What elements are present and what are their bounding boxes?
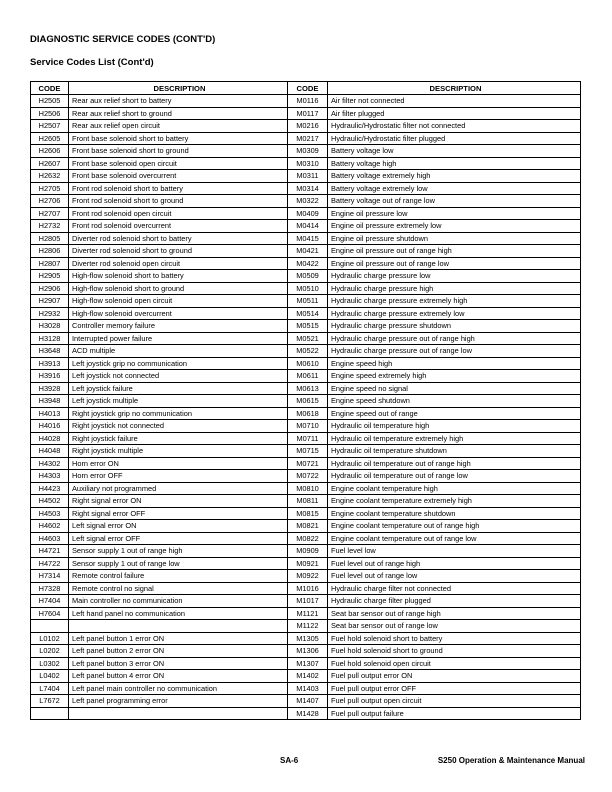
cell-code: M0309 <box>288 145 328 158</box>
cell-description: Sensor supply 1 out of range low <box>69 557 288 570</box>
cell-code: H3913 <box>31 357 69 370</box>
page-title: DIAGNOSTIC SERVICE CODES (CONT'D) <box>30 34 216 45</box>
page-number: SA-6 <box>280 756 299 765</box>
cell-description: Engine oil pressure out of range low <box>328 257 581 270</box>
table-row <box>31 457 581 470</box>
cell-code: M0511 <box>288 295 328 308</box>
cell-description: Engine coolant temperature out of range low <box>328 532 581 545</box>
table-row <box>31 207 581 220</box>
cell-code: H2706 <box>31 195 69 208</box>
table-row <box>31 220 581 233</box>
cell-code: H2906 <box>31 282 69 295</box>
cell-code: M0116 <box>288 95 328 108</box>
cell-code: M0722 <box>288 470 328 483</box>
table-row <box>31 707 581 720</box>
cell-description: Hydraulic charge pressure shutdown <box>328 320 581 333</box>
cell-description: Seat bar sensor out of range high <box>328 607 581 620</box>
table-row <box>31 182 581 195</box>
cell-description: Right signal error OFF <box>69 507 288 520</box>
table-row <box>31 407 581 420</box>
cell-description: Hydraulic charge pressure high <box>328 282 581 295</box>
table-row <box>31 445 581 458</box>
cell-description: ACD multiple <box>69 345 288 358</box>
cell-code: M1307 <box>288 657 328 670</box>
cell-description: Auxiliary not programmed <box>69 482 288 495</box>
table-row <box>31 107 581 120</box>
cell-code: H4302 <box>31 457 69 470</box>
table-row <box>31 95 581 108</box>
cell-code: H2607 <box>31 157 69 170</box>
cell-description: Engine oil pressure out of range high <box>328 245 581 258</box>
cell-code: H2907 <box>31 295 69 308</box>
cell-code: H4721 <box>31 545 69 558</box>
table-row <box>31 632 581 645</box>
cell-description: High-flow solenoid short to ground <box>69 282 288 295</box>
cell-description: Battery voltage high <box>328 157 581 170</box>
cell-description: Right joystick multiple <box>69 445 288 458</box>
cell-description: Battery voltage extremely low <box>328 182 581 195</box>
cell-code: H4423 <box>31 482 69 495</box>
cell-code: M0422 <box>288 257 328 270</box>
cell-description: Front rod solenoid short to battery <box>69 182 288 195</box>
table-row <box>31 595 581 608</box>
cell-code: M0117 <box>288 107 328 120</box>
cell-code: H4016 <box>31 420 69 433</box>
cell-description: Horn error OFF <box>69 470 288 483</box>
cell-description: Engine speed out of range <box>328 407 581 420</box>
manual-title: S250 Operation & Maintenance Manual <box>437 756 585 765</box>
cell-description: Fuel pull output error ON <box>328 670 581 683</box>
section-subtitle: Service Codes List (Cont'd) <box>30 57 154 68</box>
cell-description: High-flow solenoid overcurrent <box>69 307 288 320</box>
cell-description: Air filter plugged <box>328 107 581 120</box>
table-row <box>31 120 581 133</box>
cell-code: H7604 <box>31 607 69 620</box>
cell-description: Left panel button 4 error ON <box>69 670 288 683</box>
cell-description: Engine oil pressure extremely low <box>328 220 581 233</box>
cell-code <box>31 620 69 633</box>
table-row <box>31 682 581 695</box>
cell-description: Engine oil pressure low <box>328 207 581 220</box>
cell-description: Diverter rod solenoid short to ground <box>69 245 288 258</box>
cell-code: M0613 <box>288 382 328 395</box>
cell-description: Left joystick not connected <box>69 370 288 383</box>
cell-code: M0522 <box>288 345 328 358</box>
table-row <box>31 620 581 633</box>
cell-code: M0217 <box>288 132 328 145</box>
cell-code: M0922 <box>288 570 328 583</box>
table-row <box>31 657 581 670</box>
cell-description: Right joystick failure <box>69 432 288 445</box>
cell-description: Front base solenoid open circuit <box>69 157 288 170</box>
cell-description: Front base solenoid short to battery <box>69 132 288 145</box>
cell-code: M1402 <box>288 670 328 683</box>
cell-code: H3948 <box>31 395 69 408</box>
cell-description: Battery voltage extremely high <box>328 170 581 183</box>
cell-code: M0721 <box>288 457 328 470</box>
cell-code: M0618 <box>288 407 328 420</box>
cell-description: Hydraulic oil temperature high <box>328 420 581 433</box>
cell-description: Fuel level out of range low <box>328 570 581 583</box>
cell-code: M0515 <box>288 320 328 333</box>
cell-code: H4048 <box>31 445 69 458</box>
cell-code: M1428 <box>288 707 328 720</box>
cell-code: H4602 <box>31 520 69 533</box>
cell-code: H2732 <box>31 220 69 233</box>
table-row <box>31 532 581 545</box>
cell-code: H2905 <box>31 270 69 283</box>
table-row <box>31 382 581 395</box>
cell-description: Sensor supply 1 out of range high <box>69 545 288 558</box>
cell-description: Engine coolant temperature shutdown <box>328 507 581 520</box>
table-row <box>31 132 581 145</box>
cell-description: Engine speed shutdown <box>328 395 581 408</box>
cell-code: M1016 <box>288 582 328 595</box>
cell-description: Hydraulic charge pressure out of range high <box>328 332 581 345</box>
cell-description: Right joystick not connected <box>69 420 288 433</box>
column-header-code: CODE <box>288 82 328 95</box>
table-row <box>31 432 581 445</box>
table-row <box>31 157 581 170</box>
cell-code: L7672 <box>31 695 69 708</box>
table-row <box>31 645 581 658</box>
table-row <box>31 145 581 158</box>
cell-description: Seat bar sensor out of range low <box>328 620 581 633</box>
cell-description: Hydraulic oil temperature shutdown <box>328 445 581 458</box>
cell-code: H7404 <box>31 595 69 608</box>
cell-code: M0310 <box>288 157 328 170</box>
cell-description: High-flow solenoid short to battery <box>69 270 288 283</box>
cell-code: M0711 <box>288 432 328 445</box>
cell-description: Main controller no communication <box>69 595 288 608</box>
cell-description: Fuel hold solenoid short to ground <box>328 645 581 658</box>
table-row <box>31 582 581 595</box>
cell-description: Front base solenoid overcurrent <box>69 170 288 183</box>
table-row <box>31 270 581 283</box>
cell-code: M1121 <box>288 607 328 620</box>
cell-code: H4028 <box>31 432 69 445</box>
cell-code: M1122 <box>288 620 328 633</box>
cell-code: M0611 <box>288 370 328 383</box>
cell-code: M0314 <box>288 182 328 195</box>
cell-description: Hydraulic oil temperature out of range low <box>328 470 581 483</box>
table-row <box>31 282 581 295</box>
cell-code: M0615 <box>288 395 328 408</box>
cell-description: Right signal error ON <box>69 495 288 508</box>
cell-description: Engine coolant temperature extremely high <box>328 495 581 508</box>
cell-description: Hydraulic charge pressure out of range low <box>328 345 581 358</box>
cell-code: M0521 <box>288 332 328 345</box>
cell-code: M0610 <box>288 357 328 370</box>
cell-code: M0216 <box>288 120 328 133</box>
table-row <box>31 232 581 245</box>
cell-description: Fuel hold solenoid short to battery <box>328 632 581 645</box>
table-row <box>31 495 581 508</box>
cell-code: H3028 <box>31 320 69 333</box>
cell-description: Hydraulic charge filter plugged <box>328 595 581 608</box>
cell-code: H2807 <box>31 257 69 270</box>
cell-description <box>69 620 288 633</box>
table-row <box>31 307 581 320</box>
cell-description: Left hand panel no communication <box>69 607 288 620</box>
cell-description: Left signal error OFF <box>69 532 288 545</box>
cell-description: Fuel pull output open circuit <box>328 695 581 708</box>
cell-code: M0311 <box>288 170 328 183</box>
cell-description: Front rod solenoid overcurrent <box>69 220 288 233</box>
table-row <box>31 545 581 558</box>
cell-code: M0415 <box>288 232 328 245</box>
cell-description: Left panel button 3 error ON <box>69 657 288 670</box>
cell-description: Left joystick grip no communication <box>69 357 288 370</box>
cell-code: L7404 <box>31 682 69 695</box>
cell-description: Left joystick failure <box>69 382 288 395</box>
cell-code: H7328 <box>31 582 69 595</box>
cell-code: M0322 <box>288 195 328 208</box>
cell-description: Right joystick grip no communication <box>69 407 288 420</box>
cell-description: Hydraulic/Hydrostatic filter plugged <box>328 132 581 145</box>
cell-description: Hydraulic/Hydrostatic filter not connected <box>328 120 581 133</box>
cell-code: M1403 <box>288 682 328 695</box>
table-row <box>31 557 581 570</box>
cell-description: Diverter rod solenoid open circuit <box>69 257 288 270</box>
cell-code: H2507 <box>31 120 69 133</box>
cell-code <box>31 707 69 720</box>
table-row <box>31 195 581 208</box>
cell-description: Fuel level out of range high <box>328 557 581 570</box>
cell-code: M1305 <box>288 632 328 645</box>
cell-code: H3916 <box>31 370 69 383</box>
cell-description: Front rod solenoid short to ground <box>69 195 288 208</box>
cell-code: H2505 <box>31 95 69 108</box>
cell-code: H2707 <box>31 207 69 220</box>
cell-code: H4603 <box>31 532 69 545</box>
table-row <box>31 695 581 708</box>
cell-code: M0509 <box>288 270 328 283</box>
table-row <box>31 420 581 433</box>
table-row <box>31 482 581 495</box>
cell-description: Hydraulic oil temperature extremely high <box>328 432 581 445</box>
table-row <box>31 395 581 408</box>
cell-code: H3128 <box>31 332 69 345</box>
cell-description: Left panel button 2 error ON <box>69 645 288 658</box>
cell-description: Horn error ON <box>69 457 288 470</box>
cell-description: Engine speed high <box>328 357 581 370</box>
cell-code: M0421 <box>288 245 328 258</box>
cell-code: M0715 <box>288 445 328 458</box>
cell-description: Left panel programming error <box>69 695 288 708</box>
table-row <box>31 520 581 533</box>
cell-code: H2705 <box>31 182 69 195</box>
table-row <box>31 357 581 370</box>
cell-description: Rear aux relief open circuit <box>69 120 288 133</box>
cell-description: High-flow solenoid open circuit <box>69 295 288 308</box>
cell-code: H4502 <box>31 495 69 508</box>
cell-code: L0202 <box>31 645 69 658</box>
cell-description: Hydraulic charge pressure extremely high <box>328 295 581 308</box>
cell-description: Rear aux relief short to battery <box>69 95 288 108</box>
cell-code: H2932 <box>31 307 69 320</box>
cell-code: M0815 <box>288 507 328 520</box>
cell-description: Front base solenoid short to ground <box>69 145 288 158</box>
cell-code: L0302 <box>31 657 69 670</box>
cell-description: Hydraulic charge filter not connected <box>328 582 581 595</box>
cell-code: H2506 <box>31 107 69 120</box>
cell-code: M0822 <box>288 532 328 545</box>
cell-description: Fuel pull output failure <box>328 707 581 720</box>
cell-description: Hydraulic oil temperature out of range high <box>328 457 581 470</box>
table-row <box>31 345 581 358</box>
table-row <box>31 370 581 383</box>
cell-code: M1407 <box>288 695 328 708</box>
cell-description: Battery voltage out of range low <box>328 195 581 208</box>
service-codes-table <box>30 81 581 720</box>
cell-code: M0810 <box>288 482 328 495</box>
cell-description: Left joystick multiple <box>69 395 288 408</box>
column-header-description: DESCRIPTION <box>328 82 581 95</box>
cell-description: Remote control failure <box>69 570 288 583</box>
cell-code: M0921 <box>288 557 328 570</box>
table-row <box>31 332 581 345</box>
cell-code: M0510 <box>288 282 328 295</box>
cell-description <box>69 707 288 720</box>
table-row <box>31 295 581 308</box>
cell-description: Controller memory failure <box>69 320 288 333</box>
cell-code: H2806 <box>31 245 69 258</box>
cell-description: Fuel level low <box>328 545 581 558</box>
cell-code: M0710 <box>288 420 328 433</box>
table-row <box>31 320 581 333</box>
column-header-code: CODE <box>31 82 69 95</box>
cell-code: H4722 <box>31 557 69 570</box>
cell-description: Left panel button 1 error ON <box>69 632 288 645</box>
cell-code: H3648 <box>31 345 69 358</box>
cell-code: M0909 <box>288 545 328 558</box>
table-header-row <box>31 82 581 95</box>
cell-description: Engine speed no signal <box>328 382 581 395</box>
cell-description: Engine coolant temperature high <box>328 482 581 495</box>
table-row <box>31 245 581 258</box>
cell-description: Rear aux relief short to ground <box>69 107 288 120</box>
cell-code: L0102 <box>31 632 69 645</box>
cell-description: Air filter not connected <box>328 95 581 108</box>
cell-code: M0414 <box>288 220 328 233</box>
cell-code: H2605 <box>31 132 69 145</box>
cell-description: Battery voltage low <box>328 145 581 158</box>
table-row <box>31 607 581 620</box>
cell-code: H2632 <box>31 170 69 183</box>
cell-description: Remote control no signal <box>69 582 288 595</box>
cell-description: Left panel main controller no communication <box>69 682 288 695</box>
table-row <box>31 470 581 483</box>
cell-description: Front rod solenoid open circuit <box>69 207 288 220</box>
table-row <box>31 570 581 583</box>
cell-code: M0811 <box>288 495 328 508</box>
cell-description: Fuel pull output error OFF <box>328 682 581 695</box>
cell-description: Engine oil pressure shutdown <box>328 232 581 245</box>
cell-code: H3928 <box>31 382 69 395</box>
cell-code: M0821 <box>288 520 328 533</box>
cell-code: H4303 <box>31 470 69 483</box>
cell-code: H7314 <box>31 570 69 583</box>
cell-code: H4503 <box>31 507 69 520</box>
table-row <box>31 670 581 683</box>
cell-code: H4013 <box>31 407 69 420</box>
cell-code: H2606 <box>31 145 69 158</box>
table-row <box>31 507 581 520</box>
cell-description: Interrupted power failure <box>69 332 288 345</box>
cell-code: L0402 <box>31 670 69 683</box>
table-row <box>31 257 581 270</box>
cell-description: Engine speed extremely high <box>328 370 581 383</box>
cell-code: M1306 <box>288 645 328 658</box>
table-body <box>31 95 581 720</box>
cell-code: M1017 <box>288 595 328 608</box>
cell-description: Hydraulic charge pressure extremely low <box>328 307 581 320</box>
cell-description: Fuel hold solenoid open circuit <box>328 657 581 670</box>
cell-code: M0409 <box>288 207 328 220</box>
cell-code: H2805 <box>31 232 69 245</box>
cell-description: Hydraulic charge pressure low <box>328 270 581 283</box>
cell-code: M0514 <box>288 307 328 320</box>
cell-description: Engine coolant temperature out of range high <box>328 520 581 533</box>
cell-description: Left signal error ON <box>69 520 288 533</box>
table-row <box>31 170 581 183</box>
column-header-description: DESCRIPTION <box>69 82 288 95</box>
cell-description: Diverter rod solenoid short to battery <box>69 232 288 245</box>
